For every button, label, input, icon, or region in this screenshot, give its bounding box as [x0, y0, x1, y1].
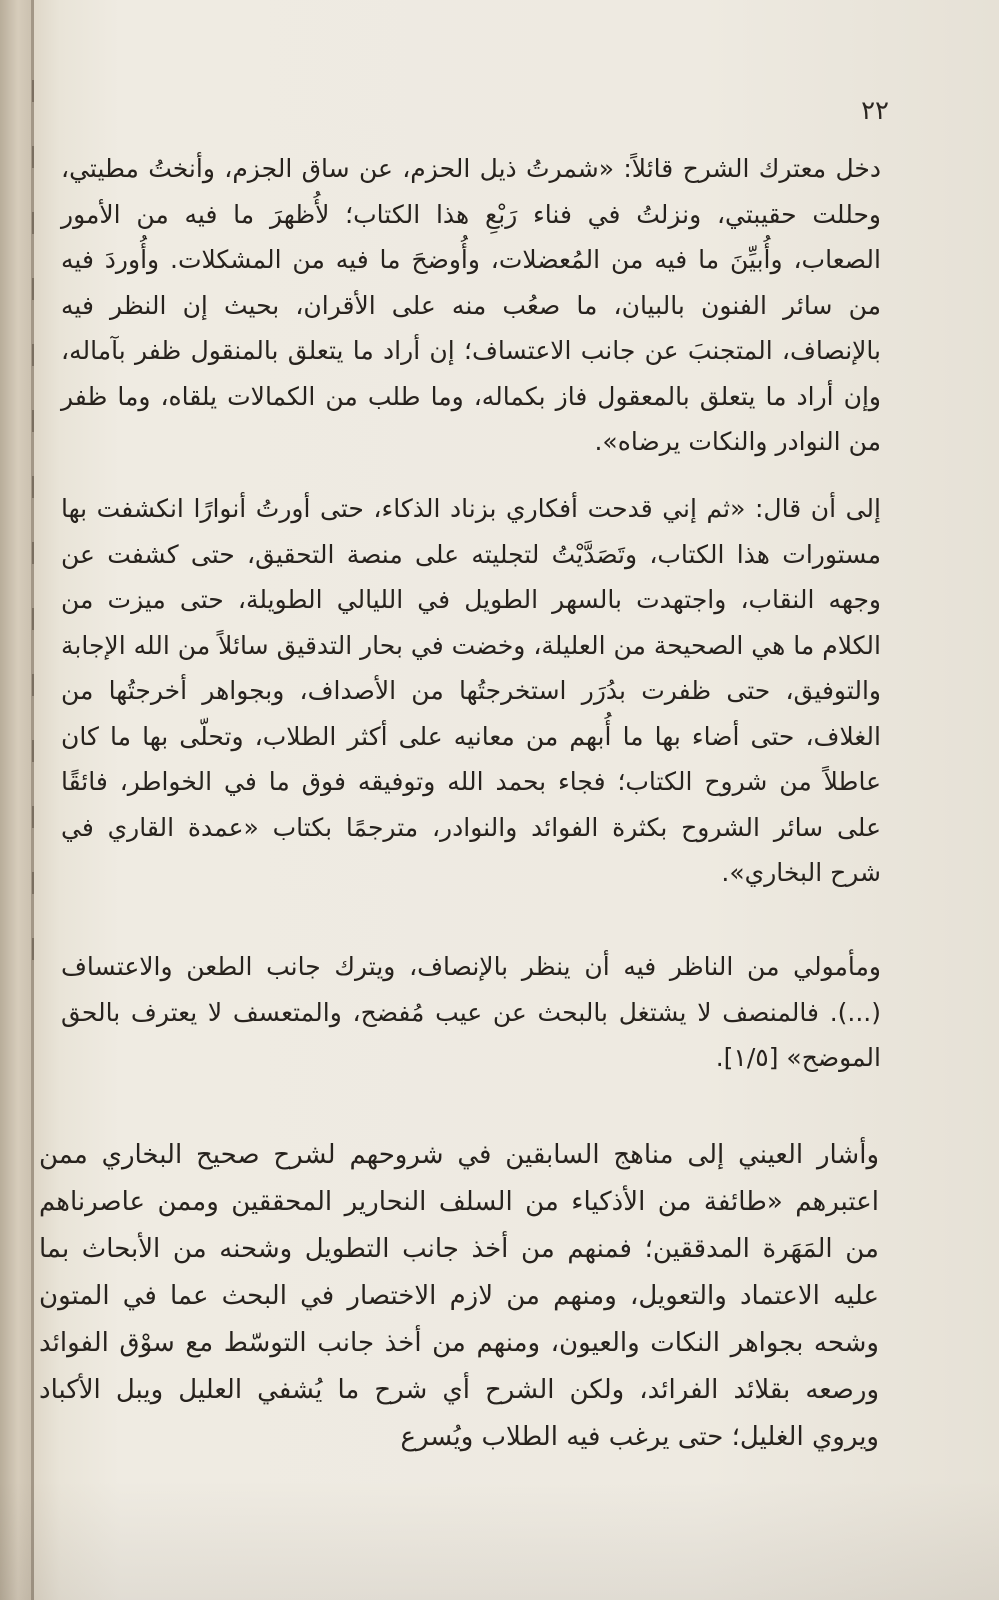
- paragraph-1: [61, 146, 881, 465]
- paragraph-text: دخل معترك الشرح قائلاً: «شمرتُ ذيل الحزم، عن ساق الجزم، وأنختُ مطيتي، وحللت حقيبتي، ونزلتُ في فناء رَبْعِ هذا الكتاب؛ لأُظهرَ ما فيه من الأمور الصعاب، وأُبيِّنَ ما فيه من المُعضلات، وأُوضحَ ما فيه من المشكلات. وأُوردَ فيه من سائر الفنون بالبيان، ما صعُب منه على الأقران، بحيث إن النظر فيه بالإنصاف، المتجنبَ عن جانب الاعتساف؛ إن أراد ما يتعلق بالمنقول ظفر بآماله، وإن أراد ما يتعلق بالمعقول فاز بكماله، وما طلب من الكمالات يلقاه، وما ظفر من النوادر والنكات يرضاه».: [61, 154, 881, 456]
- paragraph-text: إلى أن قال: «ثم إني قدحت أفكاري بزناد الذكاء، حتى أورتُ أنوارًا انكشفت بها مستورات هذا الكتاب، وتَصَدَّيْتُ لتجليته على منصة التحقيق، حتى كشفت عن وجهه النقاب، واجتهدت بالسهر الطويل في الليالي الطويلة، حتى ميزت من الكلام ما هي الصحيحة من العليلة، وخضت في بحار التدقيق سائلاً من الله الإجابة والتوفيق، حتى ظفرت بدُرَر استخرجتُها من الأصداف، وبجواهر أخرجتُها من الغلاف، حتى أضاء بها ما أُبهم من معانيه على أكثر الطلاب، وتحلّى بها ما كان عاطلاً من شروح الكتاب؛ فجاء بحمد الله وتوفيقه فوق ما في الخواطر، فائقًا على سائر الشروح بكثرة الفوائد والنوادر، مترجمًا بكتاب «عمدة القاري في شرح البخاري».: [61, 494, 881, 887]
- paragraph-text: وأشار العيني إلى مناهج السابقين في شروحهم لشرح صحيح البخاري ممن اعتبرهم «طائفة من الأذكياء من السلف النحارير المحققين وممن عاصرناهم من المَهَرة المدققين؛ فمنهم من أخذ جانب التطويل وشحنه من الأبحاث بما عليه الاعتماد والتعويل، ومنهم من لازم الاختصار في البحث عما في المتون وشحه بجواهر النكات والعيون، ومنهم من أخذ جانب التوسّط مع سوْق الفوائد ورصعه بقلائد الفرائد، ولكن الشرح أي شرح ما يُشفي العليل ويبل الأكباد ويروي الغليل؛ حتى يرغب فيه الطلاب ويُسرع: [39, 1140, 879, 1452]
- page-shadow: [0, 1480, 999, 1600]
- page-number: ٢٢: [861, 96, 889, 126]
- paragraph-4: [39, 1132, 879, 1461]
- facing-page-edge: [6, 80, 34, 980]
- paragraph-2: [61, 486, 881, 896]
- paragraph-3: [61, 944, 881, 1081]
- paragraph-text: ومأمولي من الناظر فيه أن ينظر بالإنصاف، ويترك جانب الطعن والاعتساف (...). فالمنصف لا يشتغل بالبحث عن عيب مُفضح، والمتعسف لا يعترف بالحق الموضح» [١/٥].: [61, 952, 881, 1072]
